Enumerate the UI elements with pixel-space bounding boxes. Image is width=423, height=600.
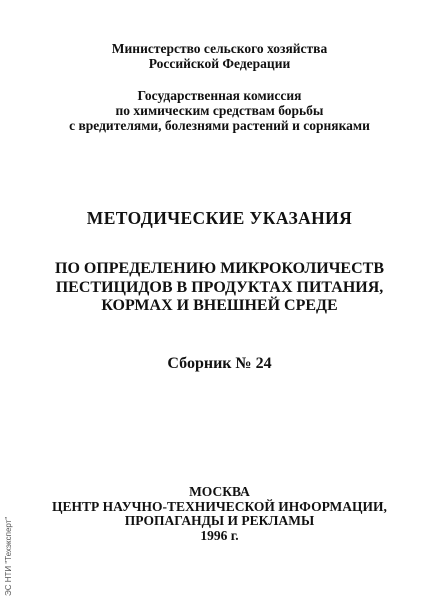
publisher-imprint bbox=[8, 485, 423, 543]
publisher-name: ПРОПАГАНДЫ И РЕКЛАМЫ bbox=[124, 513, 315, 529]
subtitle-line: ПО ОПРЕДЕЛЕНИЮ МИКРОКОЛИЧЕСТВ bbox=[55, 260, 384, 277]
document-title-text: МЕТОДИЧЕСКИЕ УКАЗАНИЯ bbox=[86, 208, 353, 228]
collection-number bbox=[8, 355, 423, 373]
document-subtitle bbox=[8, 260, 423, 316]
collection-number-text: Сборник № 24 bbox=[167, 355, 272, 372]
ministry-line: Министерство сельского хозяйства bbox=[111, 41, 328, 56]
publication-year: 1996 г. bbox=[200, 527, 239, 543]
commission-header bbox=[8, 89, 423, 134]
ministry-header bbox=[8, 41, 423, 71]
publisher-name: ЦЕНТР НАУЧНО-ТЕХНИЧЕСКОЙ ИНФОРМАЦИИ, bbox=[52, 498, 387, 514]
commission-line: Государственная комиссия bbox=[137, 88, 302, 103]
commission-line: по химическим средствам борьбы bbox=[115, 102, 324, 118]
publisher-city: МОСКВА bbox=[189, 484, 250, 499]
commission-line: с вредителями, болезнями растений и сорняками bbox=[69, 117, 370, 133]
side-watermark: ЭС НТИ "Техэксперт" bbox=[4, 516, 13, 596]
document-title bbox=[8, 209, 423, 229]
ministry-line: Российской Федерации bbox=[148, 56, 291, 72]
subtitle-line: ПЕСТИЦИДОВ В ПРОДУКТАХ ПИТАНИЯ, bbox=[55, 278, 384, 296]
subtitle-line: КОРМАХ И ВНЕШНЕЙ СРЕДЕ bbox=[101, 297, 338, 315]
